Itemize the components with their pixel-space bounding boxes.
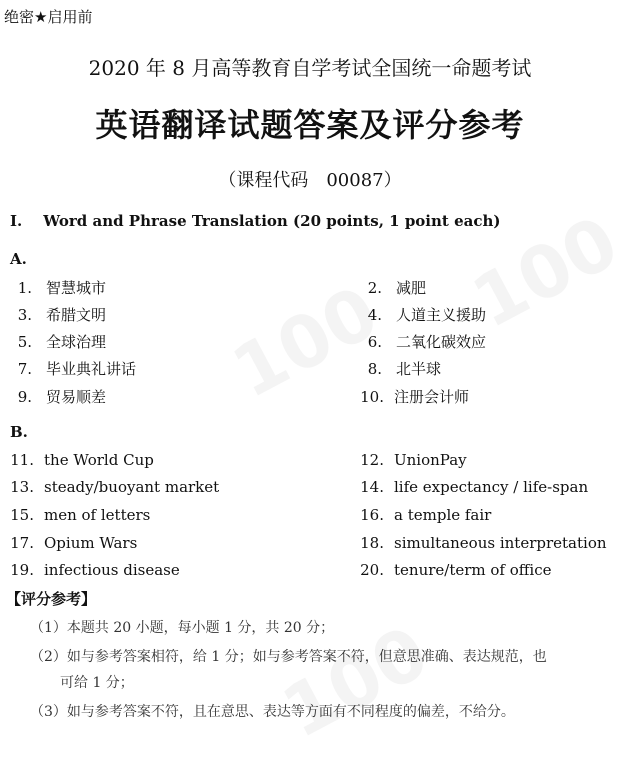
item-number: 11.	[10, 451, 34, 469]
item-text: 贸易顺差	[46, 388, 107, 406]
list-item	[8, 561, 180, 579]
part-a-label: A.	[10, 250, 27, 268]
list-item	[358, 506, 491, 524]
list-item	[358, 534, 607, 552]
item-number: 6.	[367, 333, 382, 351]
item-number: 8.	[367, 360, 382, 378]
item-text: 希腊文明	[46, 306, 107, 324]
scoring-line: （1）本题共 20 小题，每小题 1 分，共 20 分；	[30, 620, 335, 636]
list-item	[358, 478, 588, 496]
item-number: 14.	[360, 478, 384, 496]
item-number: 19.	[10, 561, 34, 579]
list-item	[358, 561, 552, 579]
item-number: 4.	[367, 306, 382, 324]
item-number: 3.	[17, 306, 32, 324]
item-number: 20.	[360, 561, 384, 579]
item-text: 注册会计师	[394, 388, 470, 406]
list-item	[8, 534, 137, 552]
item-text: tenure/term of office	[394, 561, 552, 579]
page-title: 英语翻译试题答案及评分参考	[95, 106, 525, 144]
item-text: 智慧城市	[46, 279, 107, 297]
item-text: 北半球	[396, 360, 442, 378]
item-text: 二氧化碳效应	[396, 333, 487, 351]
scoring-heading: 【评分参考】	[6, 590, 97, 608]
item-text: simultaneous interpretation	[394, 534, 607, 552]
item-number: 17.	[10, 534, 34, 552]
section-title: Word and Phrase Translation (20 points, 1 point each)	[43, 212, 501, 230]
item-number: 5.	[17, 333, 32, 351]
item-number: 1.	[17, 279, 32, 297]
part-b-label: B.	[10, 423, 28, 441]
list-item	[8, 478, 219, 496]
secret-label: 绝密★启用前	[4, 8, 93, 26]
list-item	[358, 304, 486, 325]
list-item	[8, 451, 154, 469]
scoring-line: （2）如与参考答案相符，给 1 分；如与参考答案不符，但意思准确、表达规范，也	[30, 649, 547, 665]
item-text: infectious disease	[44, 561, 180, 579]
item-text: 减肥	[396, 279, 427, 297]
item-text: 全球治理	[46, 333, 107, 351]
list-item	[358, 277, 426, 298]
item-number: 18.	[360, 534, 384, 552]
item-number: 10.	[360, 388, 384, 406]
item-number: 13.	[10, 478, 34, 496]
item-text: a temple fair	[394, 506, 492, 524]
item-text: 人道主义援助	[396, 306, 487, 324]
item-text: men of letters	[44, 506, 151, 524]
list-item	[8, 506, 150, 524]
exam-title: 2020 年 8 月高等教育自学考试全国统一命题考试	[88, 56, 532, 80]
list-item	[8, 386, 106, 407]
list-item	[8, 358, 136, 379]
scoring-line: （3）如与参考答案不符，且在意思、表达等方面有不同程度的偏差，不给分。	[30, 704, 515, 720]
item-number: 7.	[17, 360, 32, 378]
list-item	[358, 386, 469, 407]
item-number: 15.	[10, 506, 34, 524]
item-text: the World Cup	[44, 451, 154, 469]
list-item	[358, 358, 441, 379]
list-item	[8, 277, 106, 298]
item-number: 9.	[17, 388, 32, 406]
item-number: 16.	[360, 506, 384, 524]
item-text: life expectancy / life-span	[394, 478, 589, 496]
list-item	[8, 331, 106, 352]
section-number: I.	[10, 212, 23, 230]
list-item	[8, 304, 106, 325]
item-text: steady/buoyant market	[44, 478, 220, 496]
section-heading	[10, 212, 500, 230]
list-item	[358, 331, 486, 352]
course-code: （课程代码 00087）	[218, 170, 402, 191]
list-item	[358, 451, 467, 469]
item-number: 2.	[367, 279, 382, 297]
item-number: 12.	[360, 451, 384, 469]
item-text: UnionPay	[394, 451, 467, 469]
item-text: 毕业典礼讲话	[46, 360, 137, 378]
scoring-line: 可给 1 分；	[60, 675, 134, 691]
item-text: Opium Wars	[44, 534, 138, 552]
